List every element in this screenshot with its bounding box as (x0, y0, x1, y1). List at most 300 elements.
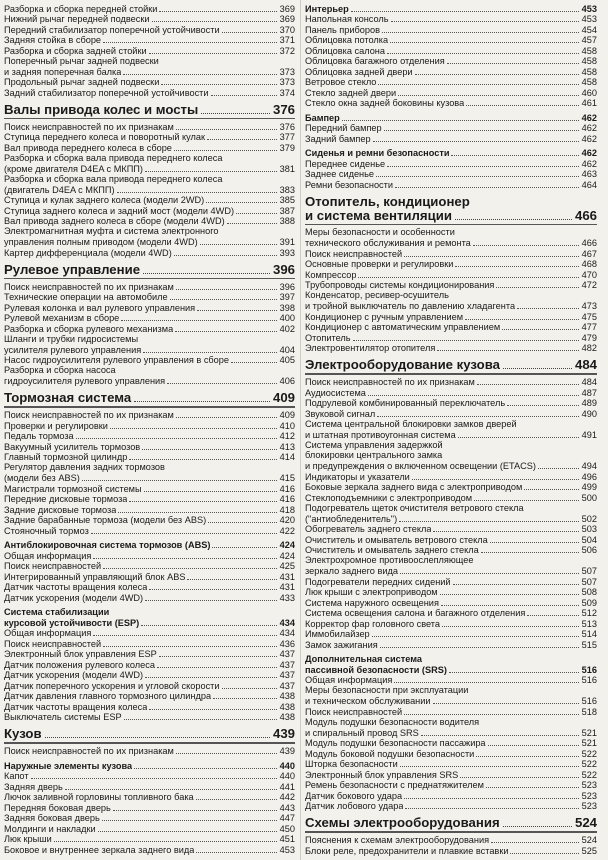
toc-entry-page: 438 (279, 691, 295, 701)
toc-entry-page: 508 (581, 587, 597, 597)
toc-leader-dots (121, 320, 277, 321)
toc-entry-page: 397 (279, 292, 295, 302)
toc-leader-dots (476, 756, 579, 757)
toc-entry-title: Рулевая колонка и вал рулевого управления (4, 302, 196, 313)
toc-entry-title: Задний стабилизатор поперечной устойчивости (4, 87, 209, 98)
toc-entry-title-line: и тройной выключатель по давлению хладагента (305, 301, 516, 311)
toc-entry-title: Лючок заливной горловины топливного бака (4, 792, 194, 802)
toc-entry-title: Заднее сиденье (305, 169, 375, 179)
toc-leader-dots (502, 329, 579, 330)
toc-leader-dots (91, 533, 277, 534)
toc-entry-title: Датчик бокового удара (305, 790, 403, 801)
subsection-srs-line1: Дополнительная система (305, 653, 423, 664)
toc-entry-title: Разборка и сборка рулевого механизма (4, 323, 174, 334)
toc-entry (4, 313, 295, 324)
section-heading-wiring: Схемы электрооборудования 524 (305, 815, 597, 830)
toc-entry (305, 780, 597, 791)
toc-entry (4, 344, 295, 355)
toc-entry (305, 158, 597, 169)
toc-entry (4, 77, 295, 88)
toc-entry-list (4, 77, 295, 98)
toc-entry (4, 813, 295, 824)
toc-entry (4, 420, 295, 431)
toc-entry (305, 133, 597, 144)
toc-entry-page: 442 (279, 792, 295, 802)
toc-entry-page: 396 (279, 281, 295, 292)
toc-entry (305, 727, 597, 738)
toc-entry-page: 440 (279, 771, 295, 781)
toc-entry (305, 545, 597, 556)
toc-entry-title-line: Регулятор давления задних тормозов (4, 462, 165, 472)
toc-leader-dots (477, 384, 579, 385)
toc-entry-page: 518 (581, 706, 597, 717)
toc-entry-title: Стояночный тормоз (4, 525, 89, 536)
toc-entry (305, 738, 597, 749)
toc-leader-dots (206, 202, 277, 203)
toc-entry-page: 377 (279, 132, 295, 142)
toc-entry-page: 504 (581, 534, 597, 545)
toc-leader-dots (517, 308, 579, 309)
toc-entry-page: 437 (279, 649, 295, 659)
toc-leader-dots (175, 331, 277, 332)
toc-leader-dots (211, 95, 277, 96)
toc-entry-list (305, 706, 597, 717)
toc-entry (4, 132, 295, 143)
toc-leader-dots (200, 244, 277, 245)
toc-entry-page: 383 (279, 184, 295, 195)
toc-entry-title: Поиск неисправностей (4, 561, 102, 571)
toc-entry-page: 458 (581, 77, 597, 87)
toc-entry (305, 56, 597, 67)
toc-entry-list (4, 355, 295, 366)
toc-entry-page: 431 (279, 582, 295, 592)
toc-entry-page: 405 (279, 355, 295, 365)
toc-entry-title: Электронный блок управления ESP (4, 649, 157, 659)
toc-entry-title: Иммобилайзер (305, 629, 370, 639)
toc-entry-page: 515 (581, 639, 597, 650)
toc-entry-page: 415 (279, 473, 295, 483)
toc-entry-title: Ступица и кулак заднего колеса (модели 2WD) (4, 195, 205, 205)
toc-leader-dots (149, 53, 277, 54)
toc-entry (305, 471, 597, 482)
toc-entry (305, 77, 597, 88)
subsection-esp-line1: Система стабилизации (4, 606, 110, 617)
toc-entry-page: 424 (279, 550, 295, 561)
toc-leader-dots (474, 500, 579, 501)
toc-entry-list (305, 738, 597, 812)
toc-entry (305, 238, 597, 249)
toc-entry-page: 516 (581, 696, 597, 706)
toc-entry (305, 597, 597, 608)
toc-entry-page: 441 (279, 781, 295, 792)
toc-leader-dots (236, 213, 277, 214)
section-heading-drive-shafts: Валы привода колес и мосты 376 (4, 101, 295, 117)
toc-leader-dots (196, 852, 277, 853)
toc-entry (4, 441, 295, 452)
toc-entry-page: 512 (581, 608, 597, 618)
toc-entry-title: Передний бампер (305, 123, 382, 133)
toc-entry-page: 494 (581, 461, 597, 471)
toc-entry-multiline (305, 227, 597, 248)
toc-entry (305, 280, 597, 291)
toc-entry-title-line: Электрохромное противоослепляющее (305, 555, 474, 565)
toc-entry-page: 462 (581, 133, 597, 144)
toc-entry-page: 391 (279, 237, 295, 247)
toc-entry-page: 393 (279, 247, 295, 258)
toc-entry-title: Звуковой сигнал (305, 408, 376, 419)
toc-entry-title-line: Электромагнитная муфта и система электронного (4, 226, 219, 236)
toc-entry (4, 691, 295, 702)
toc-leader-dots (113, 810, 277, 811)
toc-entry-title: Ремни безопасности (305, 179, 393, 190)
toc-leader-dots (496, 287, 579, 288)
toc-entry (4, 823, 295, 834)
toc-entry-title-line: Система центральной блокировки замков дверей (305, 418, 517, 429)
toc-leader-dots (376, 176, 579, 177)
toc-entry-title: Люк крыши (4, 834, 52, 844)
toc-entry-title: Модуль боковой подушки безопасности (305, 748, 475, 759)
toc-entry (305, 576, 597, 587)
toc-entry (4, 323, 295, 334)
toc-entry-page: 447 (279, 813, 295, 823)
toc-entry-page: 381 (279, 163, 295, 174)
toc-entry-multiline (4, 462, 295, 483)
toc-entry-title: Боковое и внутреннее зеркала заднего вида (4, 844, 195, 855)
toc-entry (305, 608, 597, 619)
toc-leader-dots (353, 340, 579, 341)
toc-leader-dots (488, 745, 579, 746)
toc-entry-title: Кондиционер с ручным управлением (305, 311, 464, 322)
toc-entry-title: Датчик частоты вращения колеса (4, 701, 148, 712)
toc-entry-title: Рулевой механизм в сборе (4, 313, 120, 323)
toc-entry-title-line: Разборка и сборка вала привода переднего колеса (4, 173, 223, 184)
toc-entry (4, 592, 295, 603)
section-heading-heater-line1: Отопитель, кондиционер (305, 193, 470, 209)
toc-entry-page: 473 (581, 301, 597, 311)
toc-entry-page: 464 (581, 179, 597, 190)
toc-entry (305, 629, 597, 640)
toc-entry-title: Нижний рычаг передней подвески (4, 14, 150, 24)
toc-leader-dots (118, 512, 277, 513)
toc-leader-dots (82, 480, 277, 481)
toc-entry-title-line: усилителя рулевого управления (4, 344, 142, 355)
toc-entry-title: Переднее сиденье (305, 158, 386, 169)
toc-entry-page: 410 (279, 420, 295, 431)
toc-entry-page: 379 (279, 142, 295, 153)
toc-entry (4, 483, 295, 494)
contents-column-right (305, 3, 597, 856)
toc-leader-dots (31, 778, 277, 779)
toc-entry-page: 398 (279, 302, 295, 313)
toc-entry-page: 472 (581, 280, 597, 290)
toc-entry (4, 746, 295, 757)
toc-entry-page: 479 (581, 332, 597, 343)
toc-leader-dots (76, 438, 277, 439)
toc-entry-title: Компрессор (305, 269, 357, 280)
toc-entry-page: 425 (279, 561, 295, 571)
toc-entry-page: 373 (279, 77, 295, 87)
toc-entry-multiline (4, 153, 295, 174)
toc-entry (305, 639, 597, 650)
toc-entry-page: 499 (581, 482, 597, 492)
toc-leader-dots (54, 841, 277, 842)
toc-entry-title: Пояснения к схемам электрооборудования (305, 835, 490, 845)
toc-entry-title: Вал привода заднего колеса в сборе (модели 4WD) (4, 216, 225, 226)
toc-entry (4, 163, 295, 174)
toc-entry-title: Люк крыши с электроприводом (305, 587, 438, 597)
toc-entry (305, 322, 597, 333)
toc-entry-page: 434 (279, 628, 295, 638)
toc-entry-title-line: и предупреждения о включенном освещении (ETACS) (305, 461, 536, 471)
toc-entry-multiline (305, 555, 597, 576)
toc-entry (4, 561, 295, 572)
toc-entry-page: 523 (581, 801, 597, 811)
toc-entry-title: Стекло задней двери (305, 87, 397, 98)
toc-entry-title-line: зеркало заднего вида (305, 566, 398, 576)
toc-entry-list (4, 550, 295, 603)
toc-entry-page: 372 (279, 45, 295, 56)
toc-entry-title: Основные проверки и регулировки (305, 259, 454, 269)
toc-entry (4, 525, 295, 536)
toc-entry-page: 453 (279, 844, 295, 855)
toc-leader-dots (145, 677, 277, 678)
toc-leader-dots (524, 489, 579, 490)
toc-leader-dots (117, 192, 277, 193)
toc-entry-title: Подогреватели передних сидений (305, 576, 451, 587)
toc-entry-title: Датчик положения рулевого колеса (4, 659, 155, 670)
toc-entry-title: Насос гидроусилителя рулевого управления в сборе (4, 355, 230, 365)
toc-entry-title: Ступица заднего колеса и задний мост (модели 4WD) (4, 205, 235, 216)
toc-leader-dots (481, 552, 579, 553)
toc-entry-page: 416 (279, 483, 295, 494)
toc-entry (4, 292, 295, 303)
toc-entry-page: 507 (581, 566, 597, 576)
toc-entry (4, 638, 295, 649)
toc-entry-page: 468 (581, 259, 597, 269)
toc-entry-title: Облицовка задней двери (305, 66, 413, 77)
toc-leader-dots (465, 319, 579, 320)
toc-leader-dots (460, 777, 579, 778)
toc-leader-dots (404, 714, 579, 715)
toc-entry (4, 659, 295, 670)
toc-entry-page: 461 (581, 98, 597, 108)
toc-entry-title: Задняя стойка в сборе (4, 35, 102, 45)
toc-leader-dots (384, 130, 579, 131)
toc-entry (305, 513, 597, 524)
toc-entry-title-line: и техническом обслуживании (305, 696, 431, 706)
toc-leader-dots (372, 636, 579, 637)
toc-entry-title: Замок зажигания (305, 639, 378, 650)
toc-entry-title: Поиск неисправностей по их признакам (4, 746, 174, 756)
toc-entry-title: Блоки реле, предохранители и плавкие вставки (305, 845, 509, 856)
toc-leader-dots (98, 831, 277, 832)
toc-leader-dots (159, 656, 277, 657)
toc-entry-title: Задний бампер (305, 133, 371, 144)
toc-entry (4, 281, 295, 292)
toc-entry-title: Датчик поперечного ускорения и угловой скорости (4, 680, 220, 691)
toc-entry-list (305, 248, 597, 290)
toc-leader-dots (486, 787, 579, 788)
toc-entry-title: Передний стабилизатор поперечной устойчивости (4, 24, 220, 35)
toc-entry (4, 87, 295, 98)
toc-entry-page: 433 (279, 592, 295, 603)
toc-entry-page: 525 (581, 845, 597, 856)
toc-leader-dots (65, 789, 277, 790)
toc-entry-title: Стеклоподъемники с электроприводом (305, 492, 473, 503)
toc-entry-page: 506 (581, 545, 597, 555)
toc-entry (4, 247, 295, 258)
toc-entry-title: Выключатель системы ESP (4, 712, 122, 722)
toc-entry-page: 439 (279, 746, 295, 756)
toc-leader-dots (387, 166, 579, 167)
toc-leader-dots (176, 753, 277, 754)
toc-entry (305, 748, 597, 759)
toc-leader-dots (103, 42, 277, 43)
toc-entry-title-line: (кроме двигателя D4EA с МКПП) (4, 163, 143, 174)
toc-entry-title: Ремень безопасности с преднатяжителем (305, 780, 484, 790)
toc-entry (305, 706, 597, 717)
toc-entry-title: Магистрали тормозной системы (4, 483, 142, 494)
toc-leader-dots (527, 615, 579, 616)
contents-column-left (4, 3, 295, 855)
toc-leader-dots (207, 139, 277, 140)
toc-entry-title: Проверки и регулировки (4, 420, 108, 431)
toc-entry-title: Облицовка салона (305, 45, 385, 56)
toc-entry (305, 98, 597, 109)
toc-leader-dots (196, 799, 277, 800)
toc-entry-page: 412 (279, 431, 295, 441)
toc-entry-title: Поиск неисправностей по их признакам (4, 121, 174, 132)
toc-entry-multiline (305, 290, 597, 311)
toc-entry-title: Боковые зеркала заднего вида с электроприводом (305, 482, 523, 492)
toc-leader-dots (415, 74, 579, 75)
toc-leader-dots (157, 667, 277, 668)
toc-entry (305, 45, 597, 56)
toc-entry-title: Задняя боковая дверь (4, 813, 100, 823)
toc-entry (4, 550, 295, 561)
toc-entry-title: Капот (4, 771, 29, 781)
toc-entry (4, 494, 295, 505)
toc-leader-dots (124, 719, 277, 720)
toc-entry-list (4, 281, 295, 334)
toc-leader-dots (176, 129, 277, 130)
toc-entry-page: 484 (581, 377, 597, 387)
toc-entry-title: Общая информация (4, 550, 92, 561)
toc-entry-page: 418 (279, 504, 295, 515)
toc-entry (305, 461, 597, 472)
toc-entry-page: 387 (279, 205, 295, 216)
toc-leader-dots (455, 266, 579, 267)
toc-entry-title: Разборка и сборка задней стойки (4, 45, 147, 56)
toc-entry-page: 516 (581, 675, 597, 685)
subsection-esp: курсовой устойчивости (ESP) 434 (4, 617, 295, 628)
toc-entry (4, 184, 295, 195)
toc-leader-dots (222, 688, 277, 689)
toc-entry (4, 302, 295, 313)
toc-entry-page: 490 (581, 408, 597, 419)
toc-leader-dots (405, 808, 579, 809)
toc-entry (4, 670, 295, 681)
toc-entry-page: 521 (581, 738, 597, 748)
toc-entry-title: Электровентилятор отопителя (305, 343, 436, 353)
toc-entry-title-line: и спиральный провод SRS (305, 727, 419, 738)
toc-entry-page: 522 (581, 748, 597, 759)
toc-entry (305, 566, 597, 577)
toc-leader-dots (227, 223, 277, 224)
toc-leader-dots (442, 626, 579, 627)
toc-leader-dots (404, 256, 579, 257)
toc-leader-dots (538, 468, 579, 469)
toc-entry (305, 169, 597, 180)
toc-entry (4, 515, 295, 526)
toc-entry-title: Система освещения салона и багажного отделения (305, 608, 526, 618)
toc-entry (4, 121, 295, 132)
toc-entry (4, 582, 295, 593)
toc-entry (4, 431, 295, 442)
toc-leader-dots (159, 11, 277, 12)
toc-entry-page: 496 (581, 471, 597, 482)
toc-entry-title: Корректор фар головного света (305, 618, 441, 629)
toc-entry-title: Отопитель (305, 332, 351, 343)
toc-leader-dots (102, 820, 277, 821)
toc-entry-multiline (305, 503, 597, 524)
toc-entry-list (4, 3, 295, 56)
toc-leader-dots (390, 42, 579, 43)
toc-entry-title: Кондиционер с автоматическим управлением (305, 322, 501, 332)
toc-entry-title: Датчик ускорения (модели 4WD) (4, 670, 144, 680)
toc-entry-title: Индикаторы и указатели (305, 471, 410, 482)
toc-entry-list (305, 14, 597, 109)
toc-leader-dots (231, 362, 277, 363)
toc-entry-page: 374 (279, 87, 295, 98)
toc-leader-dots (387, 53, 579, 54)
toc-leader-dots (145, 600, 277, 601)
toc-entry-page: 458 (581, 66, 597, 77)
toc-entry-title: Поиск неисправностей (4, 638, 102, 649)
toc-entry-title: Облицовка багажного отделения (305, 56, 445, 66)
toc-leader-dots (373, 141, 579, 142)
toc-entry-list (305, 471, 597, 503)
toc-entry-list (4, 247, 295, 258)
toc-entry-title: Электронный блок управления SRS (305, 769, 459, 780)
toc-entry-title-line: Разборка и сборка насоса (4, 365, 116, 375)
toc-entry-title-line: и задняя поперечная балка (4, 66, 122, 77)
toc-entry-page: 523 (581, 780, 597, 790)
toc-entry-page: 370 (279, 24, 295, 35)
toc-leader-dots (174, 150, 277, 151)
toc-entry (4, 216, 295, 227)
column-divider (300, 0, 301, 860)
toc-leader-dots (129, 459, 277, 460)
toc-entry-list (4, 771, 295, 855)
toc-leader-dots (404, 798, 579, 799)
toc-leader-dots (510, 853, 579, 854)
toc-entry (4, 712, 295, 723)
subsection-abs: Антиблокировочная система тормозов (ABS) 424 (4, 540, 295, 550)
toc-entry-title-line: Шланги и трубки гидросистемы (4, 333, 139, 344)
toc-entry-title: Продольный рычаг задней подвески (4, 77, 160, 87)
toc-entry (4, 237, 295, 248)
toc-leader-dots (399, 521, 579, 522)
toc-entry (4, 24, 295, 35)
toc-leader-dots (176, 417, 277, 418)
toc-leader-dots (123, 74, 277, 75)
toc-entry (4, 701, 295, 712)
toc-leader-dots (398, 95, 579, 96)
toc-entry-list (305, 524, 597, 556)
toc-entry-page: 482 (581, 343, 597, 353)
toc-entry (305, 377, 597, 388)
